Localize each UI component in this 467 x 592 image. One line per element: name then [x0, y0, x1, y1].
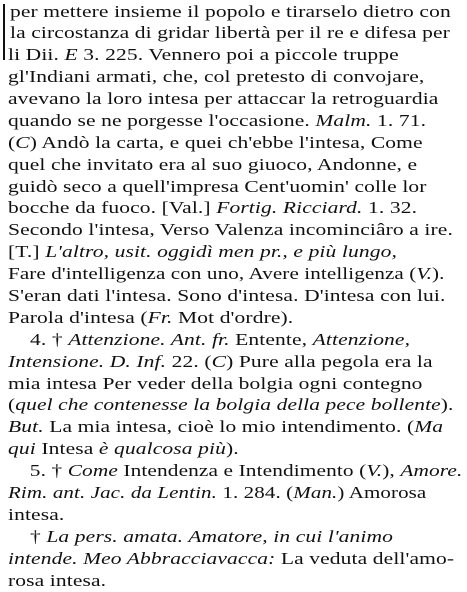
text-segment: quando se ne porgesse l'occasione. — [8, 111, 316, 130]
text-line — [8, 329, 410, 351]
text-line — [8, 263, 445, 285]
text-line — [8, 394, 454, 416]
text-line — [8, 219, 453, 241]
text-segment: ). — [225, 439, 239, 458]
italic-text-segment: C — [211, 352, 227, 371]
italic-text-segment: L'altro, usit. oggidì men pr., e più lungo, — [45, 242, 397, 261]
text-line — [8, 154, 417, 176]
margin-rule — [3, 4, 5, 60]
text-segment: 22. ( — [166, 352, 212, 371]
text-line — [8, 438, 239, 460]
text-segment: la circostanza di gridar libertà per il re e difesa per — [10, 23, 450, 42]
text-segment: ). — [432, 264, 445, 283]
text-segment: Entente, — [229, 330, 313, 349]
text-segment: ). — [440, 395, 454, 414]
text-segment: Secondo l'intesa, Verso Valenza incominciâro a ire. — [8, 220, 453, 239]
italic-text-segment: Attenzione, — [312, 330, 411, 349]
text-line — [8, 307, 293, 329]
text-segment: [T.] — [8, 242, 46, 261]
text-line — [10, 22, 450, 44]
text-segment: ) Pure alla pegola era la — [226, 352, 433, 371]
text-segment: ( — [8, 395, 16, 414]
text-segment: ), — [382, 461, 401, 480]
text-line — [8, 110, 426, 132]
italic-text-segment: Rim. ant. Jac. da Lentin. — [8, 483, 218, 502]
text-line — [8, 66, 424, 88]
text-segment: li Dii. — [8, 45, 65, 64]
text-segment: ( — [8, 133, 16, 152]
text-segment: 1. 32. — [362, 198, 418, 217]
text-segment: per mettere insieme il popolo e tirarselo dietro con — [10, 2, 451, 21]
text-segment: ) Amorosa — [337, 483, 427, 502]
text-segment: † — [8, 527, 47, 546]
text-segment: 5. † — [8, 461, 68, 480]
text-line — [8, 416, 443, 438]
italic-text-segment: Fortig. Ricciard. — [216, 198, 363, 217]
text-line — [8, 460, 462, 482]
text-line — [8, 176, 427, 198]
text-line — [8, 570, 106, 592]
italic-text-segment: Come — [67, 461, 118, 480]
text-segment: Parola d'intesa ( — [8, 308, 148, 327]
text-line — [8, 285, 446, 307]
italic-text-segment: quel che contenesse la bolgia della pece bollente — [15, 395, 441, 414]
text-segment: 1. 284. ( — [217, 483, 294, 502]
text-segment: La mia intesa, cioè lo mio intendimento. ( — [43, 417, 415, 436]
text-segment: mia intesa Per veder della bolgia ogni contegno — [8, 374, 423, 393]
text-segment: 1. 71. — [371, 111, 427, 130]
text-line — [8, 197, 417, 219]
text-segment: gl'Indiani armati, che, col pretesto di convojare, — [8, 67, 425, 86]
text-segment: bocche da fuoco. [Val.] — [8, 198, 217, 217]
italic-text-segment: La pers. amata. Amatore, in cui l'animo — [46, 527, 394, 546]
text-line — [8, 88, 438, 110]
text-line — [8, 482, 426, 504]
italic-text-segment: V. — [366, 461, 383, 480]
text-line — [8, 526, 393, 548]
text-segment: S'eran dati l'intesa. Sono d'intesa. D'intesa con lui. — [8, 286, 446, 305]
text-segment: guidò seco a quell'impresa Cent'uomin' colle lor — [8, 177, 427, 196]
text-segment: ) Andò la carta, e quei ch'ebbe l'intesa, Come — [29, 133, 423, 152]
italic-text-segment: Attenzione. Ant. fr. — [68, 330, 230, 349]
text-line — [8, 241, 397, 263]
italic-text-segment: Amore. — [400, 461, 463, 480]
italic-text-segment: But. — [8, 417, 44, 436]
text-segment: Fare d'intelligenza con uno, Avere intelligenza ( — [8, 264, 417, 283]
text-segment: intesa. — [8, 505, 65, 524]
text-segment: quel che invitato era al suo giuoco, Andonne, e — [8, 155, 418, 174]
text-segment: 4. † — [8, 330, 69, 349]
text-line — [8, 504, 64, 526]
text-line — [8, 44, 399, 66]
text-segment: 3. 225. Vennero poi a piccole truppe — [77, 45, 399, 64]
text-segment: Intesa — [35, 439, 99, 458]
italic-text-segment: Fr. — [147, 308, 173, 327]
italic-text-segment: Man. — [293, 483, 338, 502]
text-line — [8, 373, 423, 395]
italic-text-segment: Malm. — [315, 111, 372, 130]
text-segment: Mot d'ordre). — [172, 308, 294, 327]
italic-text-segment: Intensione. D. Inf. — [8, 352, 167, 371]
italic-text-segment: è qualcosa più — [98, 439, 226, 458]
text-line — [8, 132, 423, 154]
text-line — [10, 1, 451, 23]
italic-text-segment: C — [15, 133, 30, 152]
text-segment: Intendenza e Intendimento ( — [117, 461, 367, 480]
italic-text-segment: E — [64, 45, 78, 64]
italic-text-segment: V. — [416, 264, 433, 283]
text-segment: avevano la loro intesa per attaccar la retroguardia — [8, 89, 439, 108]
text-segment: rosa intesa. — [8, 571, 107, 590]
italic-text-segment: qui — [8, 439, 36, 458]
text-line — [8, 548, 454, 570]
text-line — [8, 351, 433, 373]
text-segment: La veduta dell'amo- — [275, 549, 455, 568]
italic-text-segment: intende. Meo Abbracciavacca: — [8, 549, 276, 568]
italic-text-segment: Ma — [414, 417, 444, 436]
